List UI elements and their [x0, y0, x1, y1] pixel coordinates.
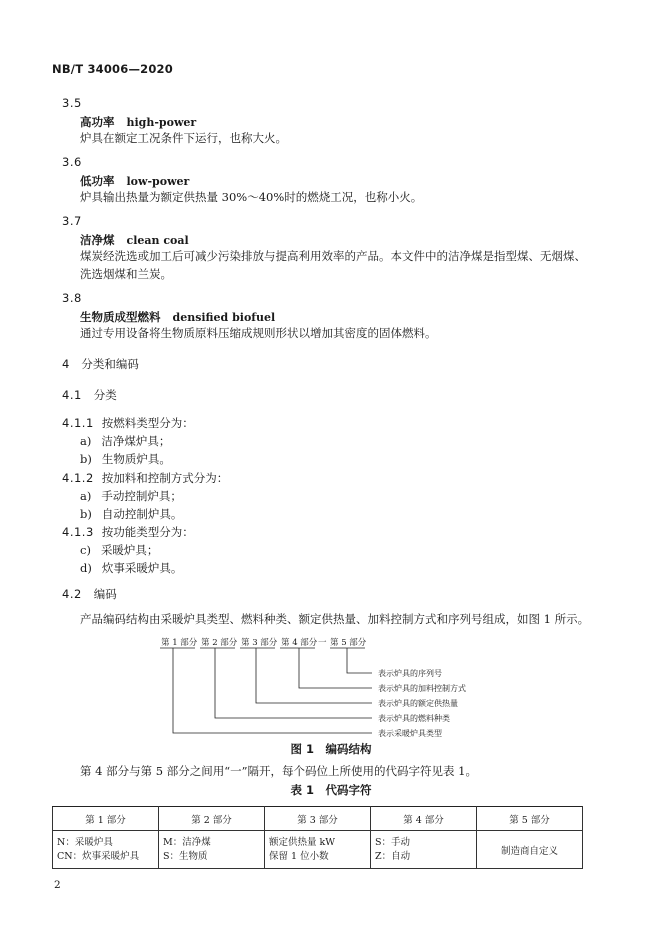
- figure-caption: 图 1 编码结构: [290, 742, 372, 756]
- table-header-cell: 第 1 部分: [53, 807, 159, 831]
- part-5-label: 第 5 部分: [330, 638, 367, 648]
- stove-type-label: 表示采暖炉具类型: [378, 729, 442, 738]
- table-header-cell: 第 2 部分: [159, 807, 265, 831]
- part-3-label: 第 3 部分: [241, 638, 278, 648]
- list-marker: a): [80, 489, 92, 503]
- fuel-type-label: 表示炉具的燃料种类: [378, 714, 450, 723]
- list-text: 洁净煤炉具；: [101, 434, 171, 448]
- cell-line: N：采暖炉具: [57, 836, 113, 848]
- part-2-label: 第 2 部分: [201, 638, 238, 648]
- list-marker: d): [80, 561, 92, 575]
- table-header-cell: 第 4 部分: [371, 807, 477, 831]
- term-definition-line1: 煤炭经洗选或加工后可减少污染排放与提高利用效率的产品。本文件中的洁净煤是指型煤、无烟煤、: [80, 249, 586, 263]
- cell-line: M：洁净煤: [163, 836, 211, 848]
- list-text: 手动控制炉具；: [101, 489, 182, 503]
- list-text: 炊事采暖炉具。: [101, 561, 183, 575]
- code-characters-table: [52, 806, 583, 869]
- page-number: 2: [54, 879, 61, 891]
- subsection-number: 4.2: [62, 587, 82, 601]
- leader-line-2: [215, 648, 372, 718]
- term-zh: 生物质成型燃料: [80, 310, 161, 324]
- clause-text: 按功能类型分为：: [101, 525, 194, 539]
- term-en: high-power: [126, 116, 197, 129]
- term-number: 3.7: [62, 214, 82, 228]
- table-caption: 表 1 代码字符: [290, 783, 372, 797]
- subsection-title: 分类: [93, 388, 117, 402]
- cell-line: CN：炊事采暖炉具: [57, 850, 140, 862]
- clause-number: 4.1.3: [62, 525, 94, 539]
- table-cell: [371, 831, 477, 869]
- term-zh: 高功率: [80, 115, 115, 129]
- table-cell: 制造商自定义: [477, 831, 583, 869]
- list-marker: b): [80, 507, 92, 521]
- term-en: clean coal: [126, 234, 189, 247]
- term-zh: 低功率: [80, 174, 115, 188]
- subsection-number: 4.1: [62, 388, 82, 402]
- term-number: 3.5: [62, 96, 82, 110]
- section-number: 4: [62, 357, 70, 371]
- rated-heat-label: 表示炉具的额定供热量: [378, 699, 458, 708]
- serial-number-label: 表示炉具的序列号: [378, 669, 442, 678]
- list-text: 采暖炉具；: [100, 543, 159, 557]
- term-definition: 通过专用设备将生物质原料压缩成规则形状以增加其密度的固体燃料。: [80, 326, 437, 340]
- cell-line: S：生物质: [163, 850, 208, 862]
- clause-number: 4.1.1: [62, 416, 94, 430]
- coding-intro: 产品编码结构由采暖炉具类型、燃料种类、额定供热量、加料控制方式和序列号组成，如图 1 所示。: [80, 612, 590, 626]
- cell-line: 保留 1 位小数: [269, 850, 329, 862]
- term-en: low-power: [126, 175, 190, 188]
- leader-line-3: [256, 648, 372, 703]
- term-en: densified biofuel: [172, 311, 276, 324]
- leader-line-4: [299, 648, 372, 688]
- leader-line-1: [173, 648, 372, 733]
- term-number: 3.6: [62, 155, 82, 169]
- part-1-label: 第 1 部分: [161, 638, 198, 648]
- table-intro: 第 4 部分与第 5 部分之间用“一”隔开，每个码位上所使用的代码字符见表 1。: [80, 764, 477, 778]
- term-number: 3.8: [62, 291, 82, 305]
- table-header-cell: 第 5 部分: [477, 807, 583, 831]
- table-cell: [265, 831, 371, 869]
- term-zh: 洁净煤: [80, 233, 115, 247]
- list-text: 自动控制炉具。: [101, 507, 183, 521]
- list-marker: b): [80, 452, 92, 466]
- clause-text: 按加料和控制方式分为：: [101, 471, 229, 485]
- list-text: 生物质炉具。: [101, 452, 171, 466]
- leader-line-5: [347, 648, 372, 673]
- term-definition: 炉具在额定工况条件下运行，也称大火。: [80, 131, 287, 145]
- section-title: 分类和编码: [81, 357, 139, 371]
- feed-control-label: 表示炉具的加料控制方式: [378, 684, 466, 693]
- part-4-label: 第 4 部分: [281, 638, 318, 648]
- list-marker: c): [80, 543, 91, 557]
- cell-line: 额定供热量 kW: [269, 836, 336, 848]
- cell-line: S：手动: [375, 836, 411, 848]
- table-cell: [159, 831, 265, 869]
- standard-number: NB/T 34006—2020: [52, 62, 173, 76]
- subsection-title: 编码: [93, 587, 117, 601]
- clause-text: 按燃料类型分为：: [101, 416, 194, 430]
- table-header-cell: 第 3 部分: [265, 807, 371, 831]
- table-cell: [53, 831, 159, 869]
- part-separator: 一: [318, 638, 327, 648]
- term-definition-line2: 洗选烟煤和兰炭。: [80, 267, 172, 281]
- list-marker: a): [80, 434, 92, 448]
- table-row: [53, 831, 583, 869]
- clause-number: 4.1.2: [62, 471, 94, 485]
- table-header-row: [53, 807, 583, 831]
- term-definition: 炉具输出热量为额定供热量 30%～40%时的燃烧工况，也称小火。: [80, 190, 423, 204]
- cell-line: Z：自动: [375, 850, 411, 862]
